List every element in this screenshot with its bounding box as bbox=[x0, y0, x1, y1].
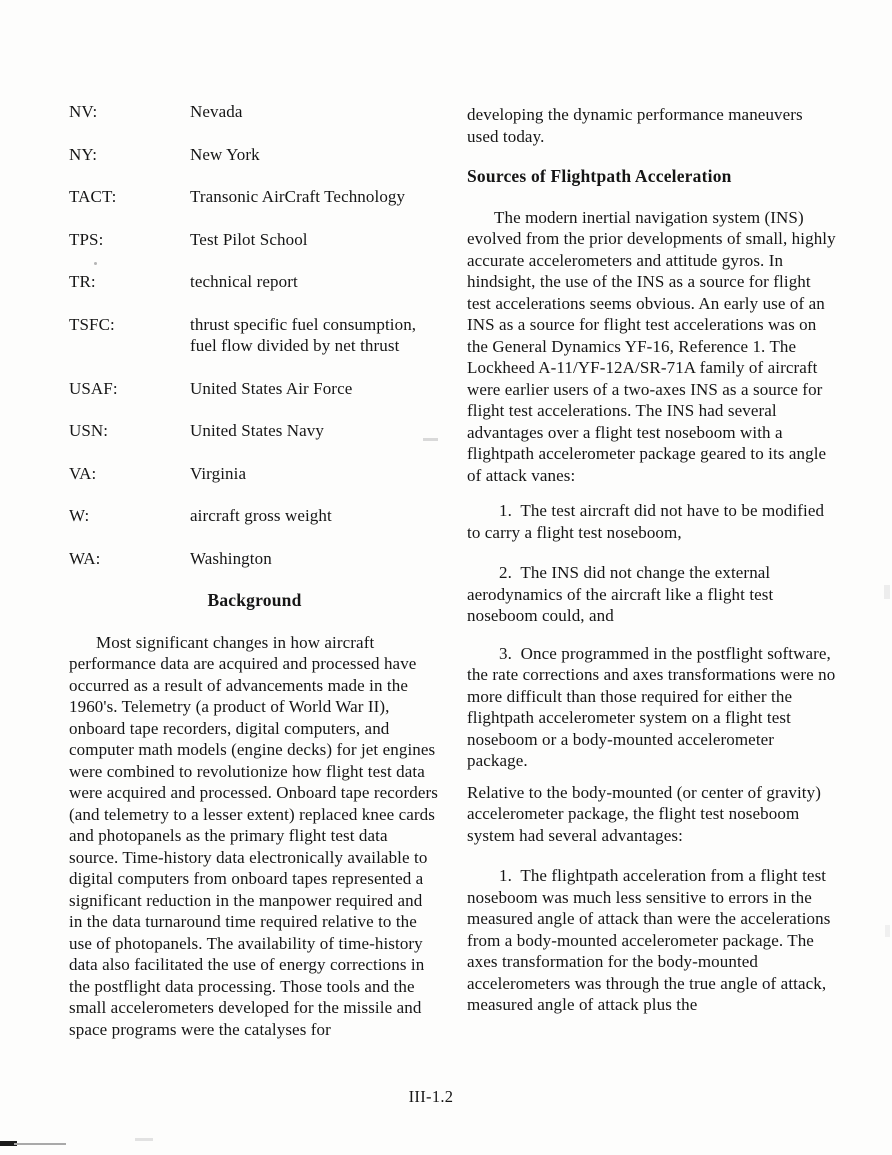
glossary-term: TR: bbox=[69, 272, 96, 291]
intro-continuation-paragraph: developing the dynamic performance maneuvers used today. bbox=[467, 105, 808, 146]
glossary-term: NY: bbox=[69, 144, 98, 164]
glossary-definition: United States Navy bbox=[190, 421, 324, 440]
sources-paragraph-1: The modern inertial navigation system (INS) evolved from the prior developments of small, highly accurate accelerometers and attitude gyros. In hindsight, the use of the INS as a source for flight test accelerations seems obvious. An early use of an INS as a source for flight test accelerations was on the General Dynamics YF-16, Reference 1. The Lockheed A-11/YF-12A/SR-71A family of aircraft were earlier users of a two-axes INS as a source for flight test accelerations. The INS had several advantages over a flight test noseboom with a flightpath accelerometer package geared to its angle of attack vanes: bbox=[467, 207, 841, 485]
glossary-term: W: bbox=[69, 506, 90, 525]
ins-advantage-3: 3. Once programmed in the postflight software, the rate corrections and axes transformations were no more difficult than those required for either the flightpath accelerometer system on a flight test noseboom or a body-mounted accelerometer package. bbox=[467, 643, 840, 770]
ins-advantage-1: 1. The test aircraft did not have to be modified to carry a flight test noseboom, bbox=[467, 501, 829, 542]
glossary-row bbox=[69, 420, 440, 442]
glossary-definition: technical report bbox=[190, 272, 298, 291]
scan-artifact-right-edge bbox=[884, 585, 890, 599]
glossary-definition: Washington bbox=[190, 548, 272, 568]
sources-heading: Sources of Flightpath Acceleration bbox=[467, 166, 732, 186]
glossary-row bbox=[69, 229, 440, 251]
scan-artifact-mid-smudge bbox=[423, 438, 438, 441]
scan-artifact-right-edge bbox=[885, 925, 890, 937]
glossary-definition: Virginia bbox=[190, 463, 247, 483]
glossary-definition: thrust specific fuel consumption, fuel flow divided by net thrust bbox=[190, 314, 417, 355]
glossary-term: USN: bbox=[69, 421, 109, 440]
glossary-definition: Nevada bbox=[190, 102, 243, 121]
glossary-term: USAF: bbox=[69, 378, 118, 398]
glossary-row bbox=[69, 186, 440, 208]
glossary-row bbox=[69, 505, 440, 527]
background-paragraph: Most significant changes in how aircraft performance data are acquired and processed have occurred as a result of advancements made in the 1960's. Telemetry (a product of World War II), onboard tape recorders, digital computers, and computer math models (engine decks) for jet engines were combined to revolutionize how flight test data were acquired and processed. Onboard tape recorders (and telemetry to a lesser extent) replaced knee cards and photopanels as the primary flight test data source. Time-history data electronically available to digital computers from onboard tapes represented a significant reduction in the manpower required and in the data turnaround time required relative to the use of photopanels. The availability of time-history data also facilitated the use of energy corrections in the postflight data processing. Those tools and the small accelerometers developed for the missile and space programs were the catalyses for bbox=[69, 632, 443, 1039]
glossary-definition: New York bbox=[190, 144, 260, 164]
glossary-row bbox=[69, 314, 440, 357]
glossary-term: TACT: bbox=[69, 187, 117, 206]
noseboom-advantage-1: 1. The flightpath acceleration from a flight test noseboom was much less sensitive to errors in the measured angle of attack than were the accelerations from a body-mounted accelerometer package. The axes transformation for the body-mounted accelerometers was through the true angle of attack, measured angle of attack plus the bbox=[467, 866, 835, 1014]
glossary-term: WA: bbox=[69, 548, 101, 568]
glossary-definition: Transonic AirCraft Technology bbox=[190, 187, 406, 206]
glossary-row bbox=[69, 144, 440, 166]
glossary-row bbox=[69, 101, 440, 123]
right-column bbox=[467, 104, 841, 1016]
ins-advantage-2: 2. The INS did not change the external aerodynamics of the aircraft like a flight test noseboom could, and bbox=[467, 563, 778, 625]
glossary-row bbox=[69, 548, 440, 570]
glossary-term: VA: bbox=[69, 463, 97, 483]
glossary-row bbox=[69, 271, 440, 293]
scan-artifact-bottom-left-line bbox=[14, 1143, 66, 1145]
glossary-list bbox=[69, 101, 440, 569]
glossary-row bbox=[69, 463, 440, 485]
glossary-term: TPS: bbox=[69, 229, 104, 249]
glossary-term: NV: bbox=[69, 102, 98, 121]
sources-paragraph-2: Relative to the body-mounted (or center of gravity) accelerometer package, the flight test noseboom system had several advantages: bbox=[467, 782, 826, 845]
glossary-definition: United States Air Force bbox=[190, 378, 353, 398]
glossary-definition: Test Pilot School bbox=[190, 229, 308, 249]
scan-artifact-bottom-smudge bbox=[135, 1138, 153, 1141]
background-heading: Background bbox=[207, 590, 302, 610]
glossary-term: TSFC: bbox=[69, 314, 115, 334]
scan-artifact-stray-dot bbox=[94, 262, 97, 265]
glossary-row bbox=[69, 378, 440, 400]
left-column bbox=[69, 101, 443, 1040]
page-number: III-1.2 bbox=[408, 1087, 454, 1106]
glossary-definition: aircraft gross weight bbox=[190, 506, 332, 525]
